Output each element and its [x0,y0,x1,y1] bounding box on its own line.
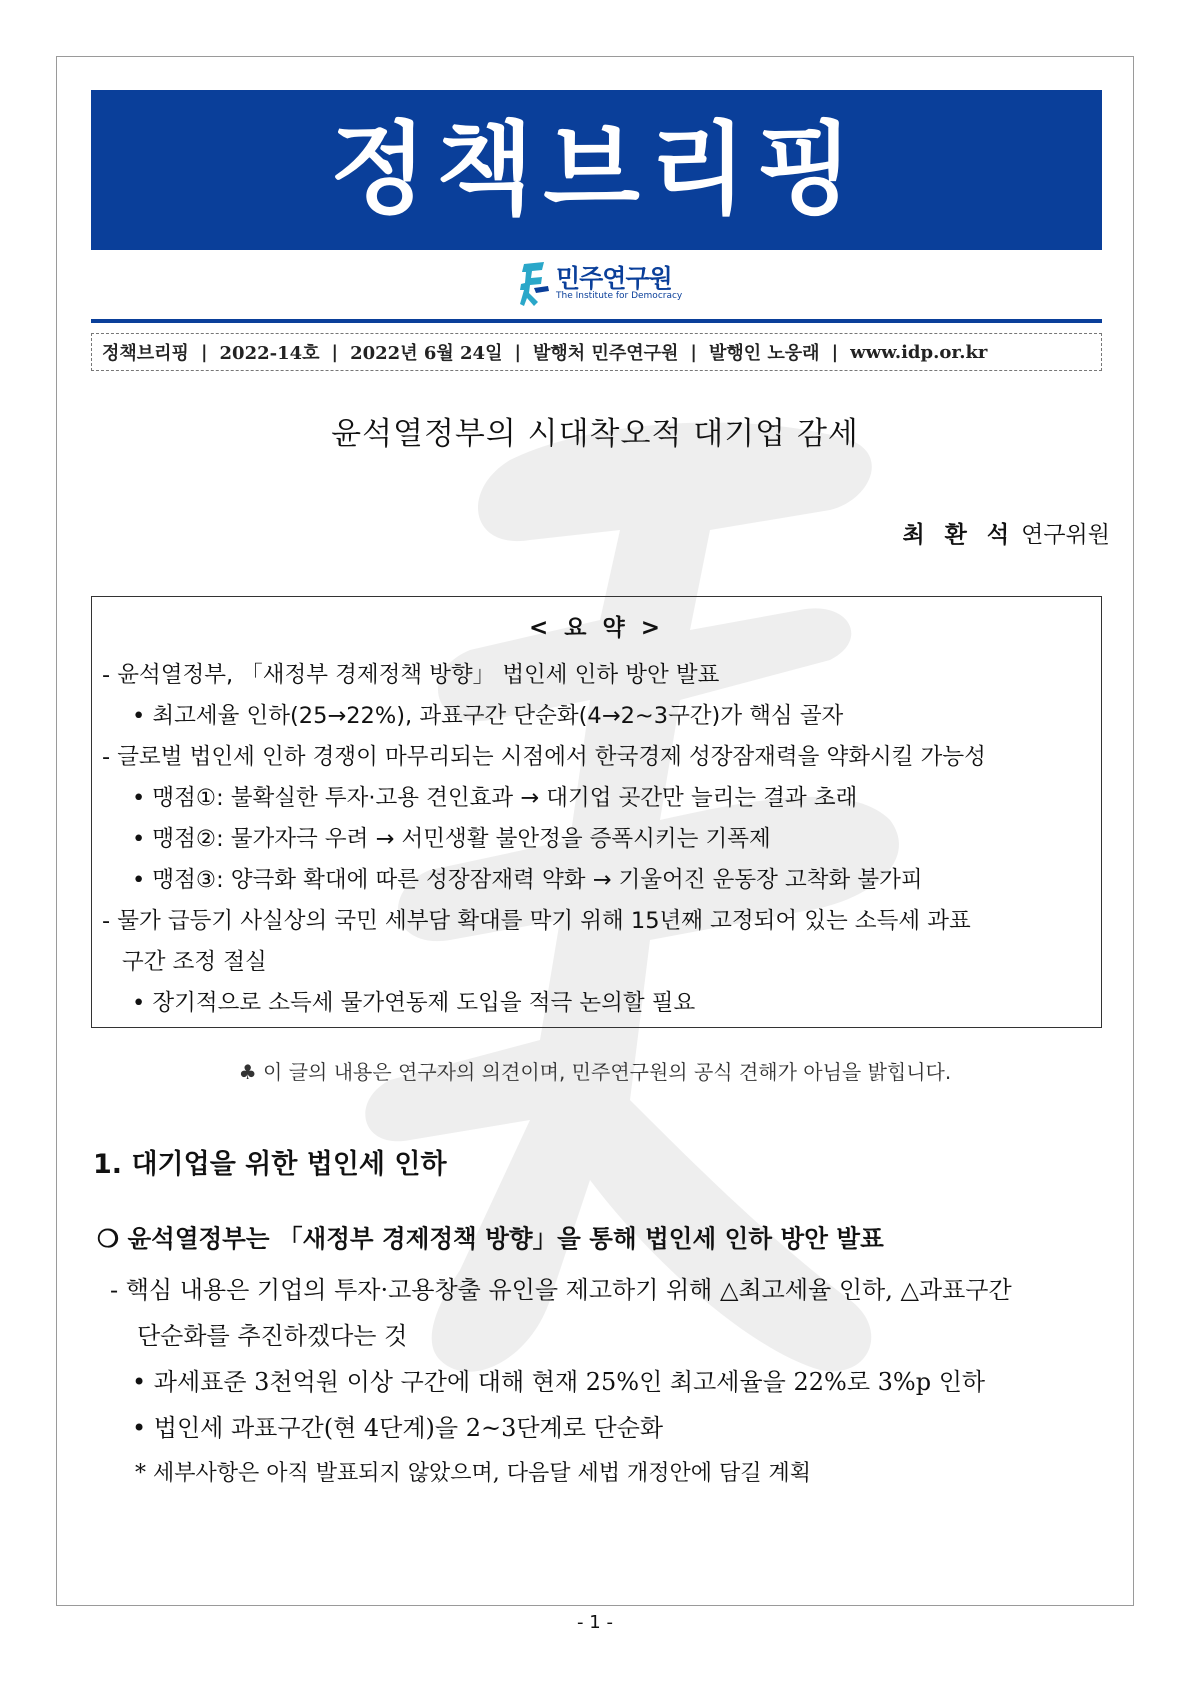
summary-line: - 윤석열정부, 「새정부 경제정책 방향」 법인세 인하 방안 발표 [102,662,720,688]
summary-line: - 글로벌 법인세 인하 경쟁이 마무리되는 시점에서 한국경제 성장잠재력을 약화시킬 가능성 [102,744,986,770]
footnote: * 세부사항은 아직 발표되지 않았으며, 다음달 세법 개정안에 담길 계획 [135,1461,811,1486]
header-rule [91,319,1102,323]
summary-line: - 물가 급등기 사실상의 국민 세부담 확대를 막기 위해 15년째 고정되어 있는 소득세 과표 [102,908,971,934]
summary-line: 구간 조정 절실 [122,949,267,975]
author-line [902,516,1110,549]
info-separator: | [690,341,697,363]
publication-info-bar [91,333,1102,371]
summary-line: • 맹점②: 물가자극 우려 → 서민생활 불안정을 증폭시키는 기폭제 [132,826,771,852]
author-role: 연구위원 [1021,522,1110,548]
body-line: • 법인세 과표구간(현 4단계)을 2~3단계로 단순화 [132,1414,664,1442]
info-date: 2022년 6월 24일 [350,343,503,364]
document-title: 윤석열정부의 시대착오적 대기업 감세 [331,416,859,452]
info-publisher: 발행인 노웅래 [708,343,820,364]
org-logo [518,258,682,310]
info-separator: | [331,341,339,363]
banner-title: 정책브리핑 [330,111,863,228]
info-issue: 2022-14호 [219,343,320,364]
info-series: 정책브리핑 [102,343,189,364]
summary-box [91,596,1102,1028]
info-separator: | [514,341,522,363]
logo-mark-icon [518,260,552,308]
info-website-link[interactable]: www.idp.or.kr [850,341,988,363]
summary-line: • 맹점③: 양극화 확대에 따른 성장잠재력 약화 → 기울어진 운동장 고착화 불가피 [132,867,923,893]
summary-title: < 요 약 > [528,615,664,641]
summary-line: • 최고세율 인하(25→22%), 과표구간 단순화(4→2~3구간)가 핵심 골자 [132,703,844,729]
summary-line: • 맹점①: 불확실한 투자·고용 견인효과 → 대기업 곳간만 늘리는 결과 초래 [132,785,858,811]
section-heading: 1. 대기업을 위한 법인세 인하 [93,1149,447,1180]
page-number: - 1 - [577,1612,613,1633]
section-subheading: ❍ 윤석열정부는 「새정부 경제정책 방향」을 통해 법인세 인하 방안 발표 [97,1224,884,1253]
disclaimer-note: ♣ 이 글의 내용은 연구자의 의견이며, 민주연구원의 공식 견해가 아님을 밝힙니다. [238,1060,952,1084]
info-separator: | [200,341,208,363]
summary-line: • 장기적으로 소득세 물가연동제 도입을 적극 논의할 필요 [132,990,696,1016]
info-separator: | [831,341,839,363]
author-name: 최 환 석 [902,522,1016,548]
body-line: 단순화를 추진하겠다는 것 [137,1322,408,1350]
body-line: - 핵심 내용은 기업의 투자·고용창출 유인을 제고하기 위해 △최고세율 인하, △과표구간 [110,1276,1012,1304]
info-publisher-org: 발행처 민주연구원 [533,343,679,364]
header-banner [91,90,1102,250]
body-line: • 과세표준 3천억원 이상 구간에 대해 현재 25%인 최고세율을 22%로 3%p 인하 [132,1368,986,1396]
org-name-ko: 민주연구원 [556,263,672,293]
org-name-en: The Institute for Democracy [556,291,683,302]
